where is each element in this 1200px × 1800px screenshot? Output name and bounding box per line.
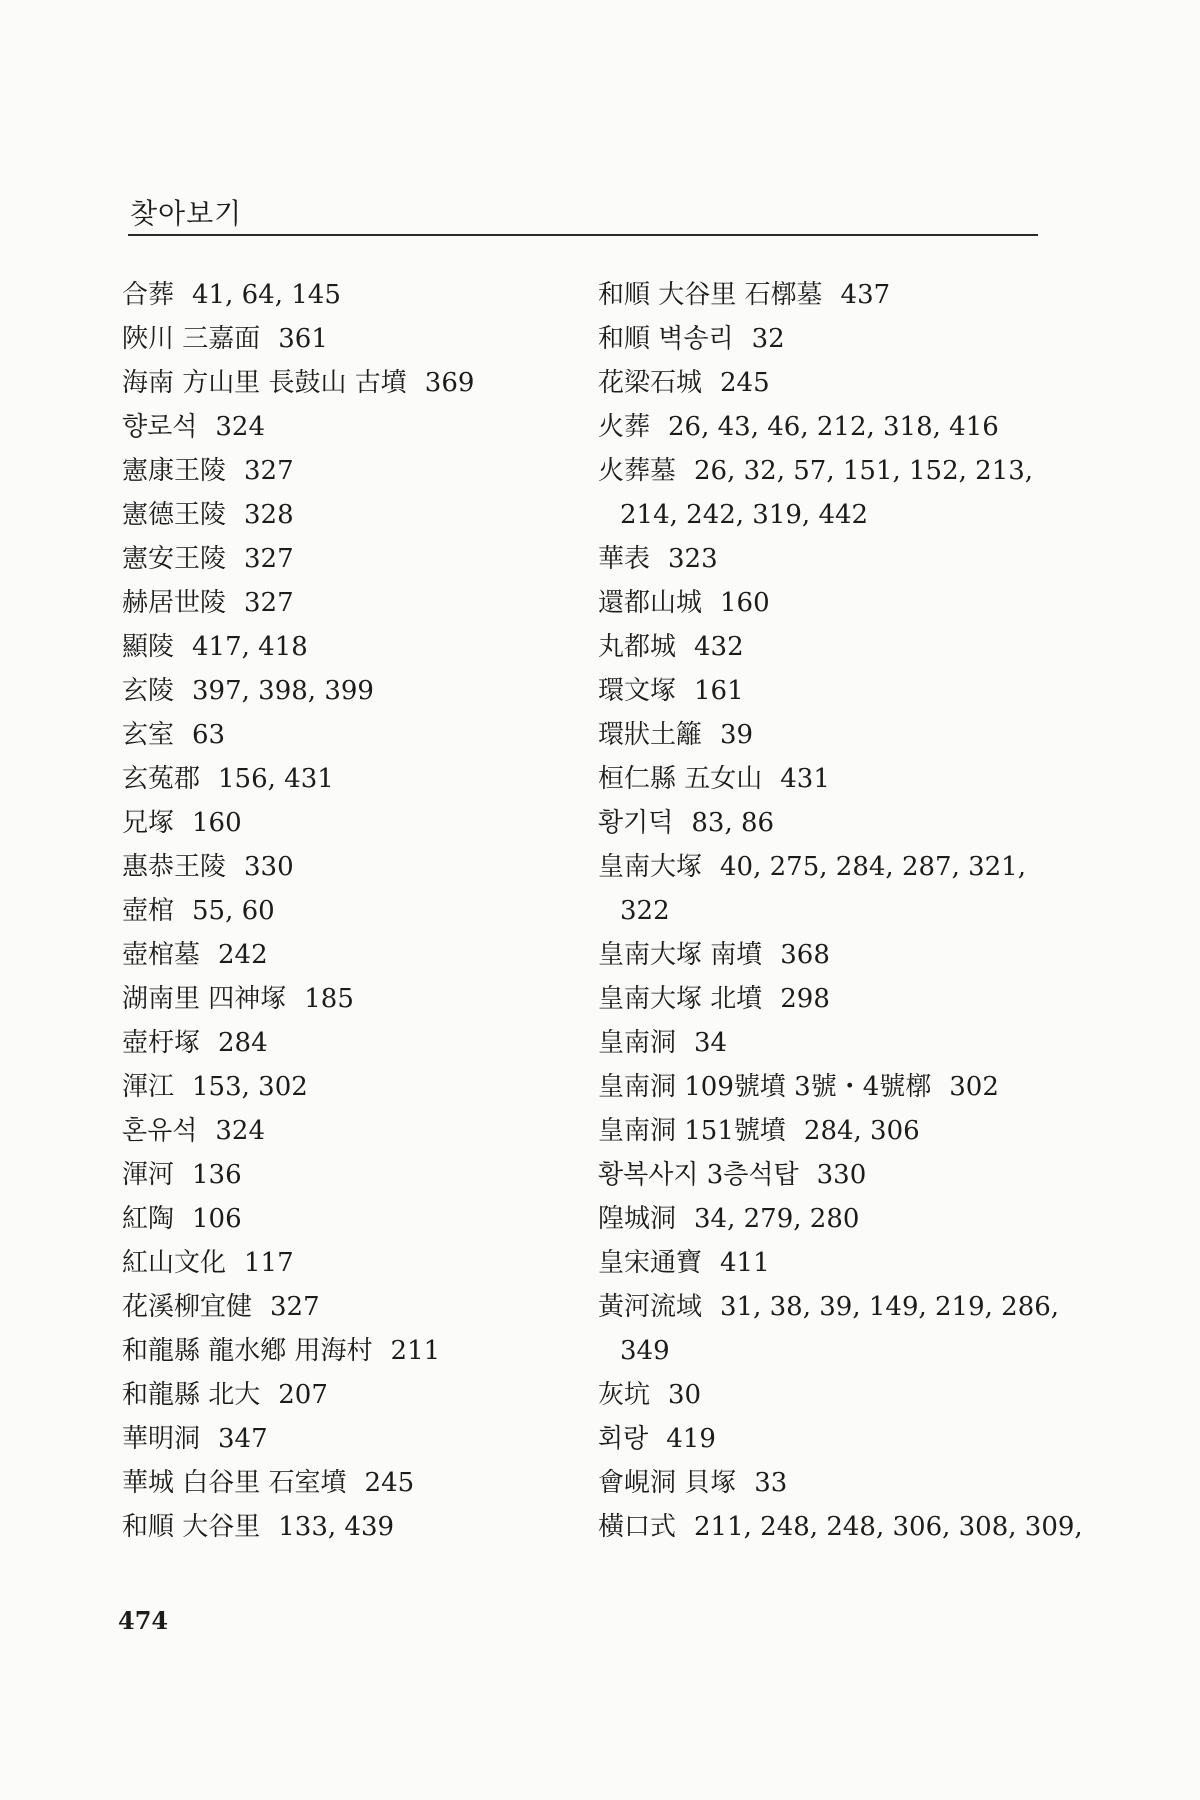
index-term: 皇南洞 109號墳 3號・4號槨 (598, 1072, 932, 1102)
index-entry (598, 273, 1043, 317)
index-term: 황복사지 3층석탑 (598, 1160, 799, 1190)
index-pages: 63 (192, 720, 226, 750)
index-entry (122, 493, 562, 537)
index-term: 玄陵 (122, 676, 175, 706)
index-pages: 419 (666, 1424, 716, 1454)
index-pages: 32 (751, 324, 785, 354)
index-entry (598, 1285, 1060, 1329)
index-pages: 26, 32, 57, 151, 152, 213, (694, 456, 1034, 486)
index-term: 會峴洞 貝塚 (598, 1468, 737, 1498)
index-term: 皇宋通寶 (598, 1248, 703, 1278)
index-entry (598, 1417, 1043, 1461)
index-pages: 245 (364, 1468, 415, 1498)
index-entry (598, 1153, 1043, 1197)
index-pages: 40, 275, 284, 287, 321, (720, 852, 1026, 882)
index-pages: 302 (949, 1072, 999, 1102)
index-term: 憲德王陵 (122, 500, 227, 530)
index-pages: 347 (218, 1424, 268, 1454)
index-pages: 83, 86 (691, 808, 775, 838)
index-term: 橫口式 (598, 1512, 677, 1542)
index-pages: 328 (244, 500, 294, 530)
index-entry (122, 273, 562, 317)
index-pages: 324 (215, 412, 265, 442)
index-entry (598, 1461, 1043, 1505)
index-term: 湖南里 四神塚 (122, 984, 287, 1014)
index-entry (598, 625, 1043, 669)
index-entry (122, 1329, 562, 1373)
index-term: 顯陵 (122, 632, 175, 662)
index-pages: 432 (694, 632, 744, 662)
index-pages: 330 (816, 1160, 867, 1190)
index-entry (122, 1285, 562, 1329)
index-term: 和順 大谷里 石槨墓 (598, 280, 823, 310)
index-pages: 33 (754, 1468, 788, 1498)
index-term: 和龍縣 北大 (122, 1380, 261, 1410)
index-pages: 330 (244, 852, 294, 882)
index-pages: 322 (620, 896, 670, 926)
index-term: 혼유석 (122, 1116, 198, 1146)
index-entry (598, 1241, 1043, 1285)
index-entry (122, 1417, 562, 1461)
index-pages: 369 (424, 368, 475, 398)
index-term: 灰坑 (598, 1380, 651, 1410)
index-entry (122, 933, 562, 977)
index-term: 華城 白谷里 石室墳 (122, 1468, 347, 1498)
index-entry (598, 1505, 1083, 1549)
index-term: 和順 大谷里 (122, 1512, 261, 1542)
index-pages: 324 (215, 1116, 265, 1146)
index-entry (122, 757, 562, 801)
index-entry (122, 1241, 562, 1285)
index-entry (598, 1065, 1043, 1109)
index-pages: 117 (244, 1248, 294, 1278)
index-term: 壺杅塚 (122, 1028, 201, 1058)
index-term: 憲康王陵 (122, 456, 227, 486)
index-term: 회랑 (598, 1424, 649, 1454)
index-term: 皇南大塚 南墳 (598, 940, 763, 970)
page-title: 찾아보기 (130, 197, 243, 230)
index-term: 皇南大塚 北墳 (598, 984, 763, 1014)
index-pages: 55, 60 (192, 896, 275, 926)
index-pages: 327 (244, 588, 294, 618)
index-term: 丸都城 (598, 632, 677, 662)
index-entry (122, 1461, 562, 1505)
index-column-left (122, 273, 562, 1549)
index-entry (122, 405, 562, 449)
index-pages: 368 (780, 940, 830, 970)
index-entry (598, 449, 1043, 493)
index-pages: 242 (218, 940, 268, 970)
index-term: 火葬 (598, 412, 651, 442)
index-entry (122, 1373, 562, 1417)
index-term: 和順 벽송리 (598, 324, 734, 354)
index-entry (598, 977, 1043, 1021)
index-term: 隍城洞 (598, 1204, 677, 1234)
index-term: 皇南洞 151號墳 (598, 1116, 786, 1146)
index-pages: 361 (278, 324, 328, 354)
index-column-right (598, 273, 1083, 1549)
index-entry (122, 713, 562, 757)
index-pages: 211 (390, 1336, 441, 1366)
index-pages: 34, 279, 280 (694, 1204, 860, 1234)
index-pages: 437 (840, 280, 891, 310)
index-term: 紅陶 (122, 1204, 175, 1234)
index-entry (598, 757, 1043, 801)
index-term: 和龍縣 龍水鄕 用海村 (122, 1336, 373, 1366)
index-pages: 349 (620, 1336, 670, 1366)
index-entry (122, 625, 562, 669)
index-entry (122, 449, 562, 493)
header-divider (128, 234, 1038, 236)
index-pages: 284, 306 (803, 1116, 920, 1146)
index-pages: 136 (192, 1160, 242, 1190)
index-pages: 397, 398, 399 (192, 676, 374, 706)
index-term: 赫居世陵 (122, 588, 227, 618)
index-pages: 106 (192, 1204, 242, 1234)
index-term: 花梁石城 (598, 368, 703, 398)
index-entry (598, 889, 1043, 933)
index-term: 皇南洞 (598, 1028, 677, 1058)
index-entry (598, 493, 1043, 537)
index-pages: 417, 418 (192, 632, 308, 662)
index-pages: 156, 431 (218, 764, 334, 794)
index-term: 華明洞 (122, 1424, 201, 1454)
index-term: 향로석 (122, 412, 198, 442)
index-pages: 298 (780, 984, 830, 1014)
index-term: 惠恭王陵 (122, 852, 227, 882)
index-entry (598, 537, 1043, 581)
index-term: 合葬 (122, 280, 175, 310)
index-entry (122, 1109, 562, 1153)
index-pages: 211, 248, 248, 306, 308, 309, (694, 1512, 1083, 1542)
index-pages: 245 (720, 368, 770, 398)
index-entry (122, 1065, 562, 1109)
index-pages: 30 (668, 1380, 702, 1410)
index-term: 壺棺墓 (122, 940, 201, 970)
index-term: 皇南大塚 (598, 852, 703, 882)
index-pages: 26, 43, 46, 212, 318, 416 (668, 412, 999, 442)
index-entry (598, 1109, 1043, 1153)
index-pages: 327 (244, 456, 294, 486)
index-term: 華表 (598, 544, 651, 574)
index-term: 紅山文化 (122, 1248, 227, 1278)
index-entry (122, 537, 562, 581)
index-pages: 161 (694, 676, 744, 706)
index-pages: 153, 302 (192, 1072, 308, 1102)
index-term: 桓仁縣 五女山 (598, 764, 763, 794)
index-entry (122, 361, 562, 405)
index-entry (122, 1021, 562, 1065)
index-term: 海南 方山里 長鼓山 古墳 (122, 368, 407, 398)
index-term: 火葬墓 (598, 456, 677, 486)
index-term: 環狀土籬 (598, 720, 703, 750)
index-entry (122, 1153, 562, 1197)
index-entry (598, 1329, 1043, 1373)
index-entry (598, 581, 1043, 625)
index-entry (598, 845, 1043, 889)
index-term: 渾江 (122, 1072, 175, 1102)
index-term: 황기덕 (598, 808, 674, 838)
index-term: 玄菟郡 (122, 764, 201, 794)
index-term: 花溪柳宜健 (122, 1292, 253, 1322)
index-entry (122, 845, 562, 889)
index-pages: 133, 439 (278, 1512, 395, 1542)
index-entry (598, 361, 1043, 405)
index-pages: 34 (694, 1028, 728, 1058)
index-entry (122, 669, 562, 713)
index-entry (598, 1197, 1043, 1241)
index-pages: 327 (244, 544, 294, 574)
index-term: 黃河流域 (598, 1292, 703, 1322)
index-term: 還都山城 (598, 588, 703, 618)
index-entry (598, 933, 1043, 977)
index-term: 環文塚 (598, 676, 677, 706)
index-entry (122, 801, 562, 845)
index-pages: 31, 38, 39, 149, 219, 286, (720, 1292, 1060, 1322)
index-entry (598, 405, 1043, 449)
index-entry (598, 1021, 1043, 1065)
index-pages: 41, 64, 145 (192, 280, 341, 310)
index-pages: 284 (218, 1028, 268, 1058)
index-entry (122, 1197, 562, 1241)
index-pages: 214, 242, 319, 442 (620, 500, 869, 530)
index-pages: 323 (668, 544, 718, 574)
index-pages: 431 (780, 764, 830, 794)
index-entry (598, 1373, 1043, 1417)
index-pages: 39 (720, 720, 754, 750)
index-term: 憲安王陵 (122, 544, 227, 574)
index-pages: 411 (720, 1248, 770, 1278)
index-term: 渾河 (122, 1160, 175, 1190)
index-pages: 327 (270, 1292, 320, 1322)
page-number: 474 (118, 1606, 169, 1635)
index-entry (598, 801, 1043, 845)
index-pages: 207 (278, 1380, 328, 1410)
index-entry (598, 317, 1043, 361)
index-term: 玄室 (122, 720, 175, 750)
index-entry (122, 317, 562, 361)
index-term: 兄塚 (122, 808, 175, 838)
index-pages: 160 (192, 808, 242, 838)
index-entry (122, 581, 562, 625)
index-pages: 160 (720, 588, 770, 618)
index-entry (122, 1505, 562, 1549)
index-entry (598, 669, 1043, 713)
index-entry (122, 977, 562, 1021)
index-term: 壺棺 (122, 896, 175, 926)
index-entry (122, 889, 562, 933)
index-term: 陜川 三嘉面 (122, 324, 261, 354)
index-entry (598, 713, 1043, 757)
index-pages: 185 (304, 984, 354, 1014)
